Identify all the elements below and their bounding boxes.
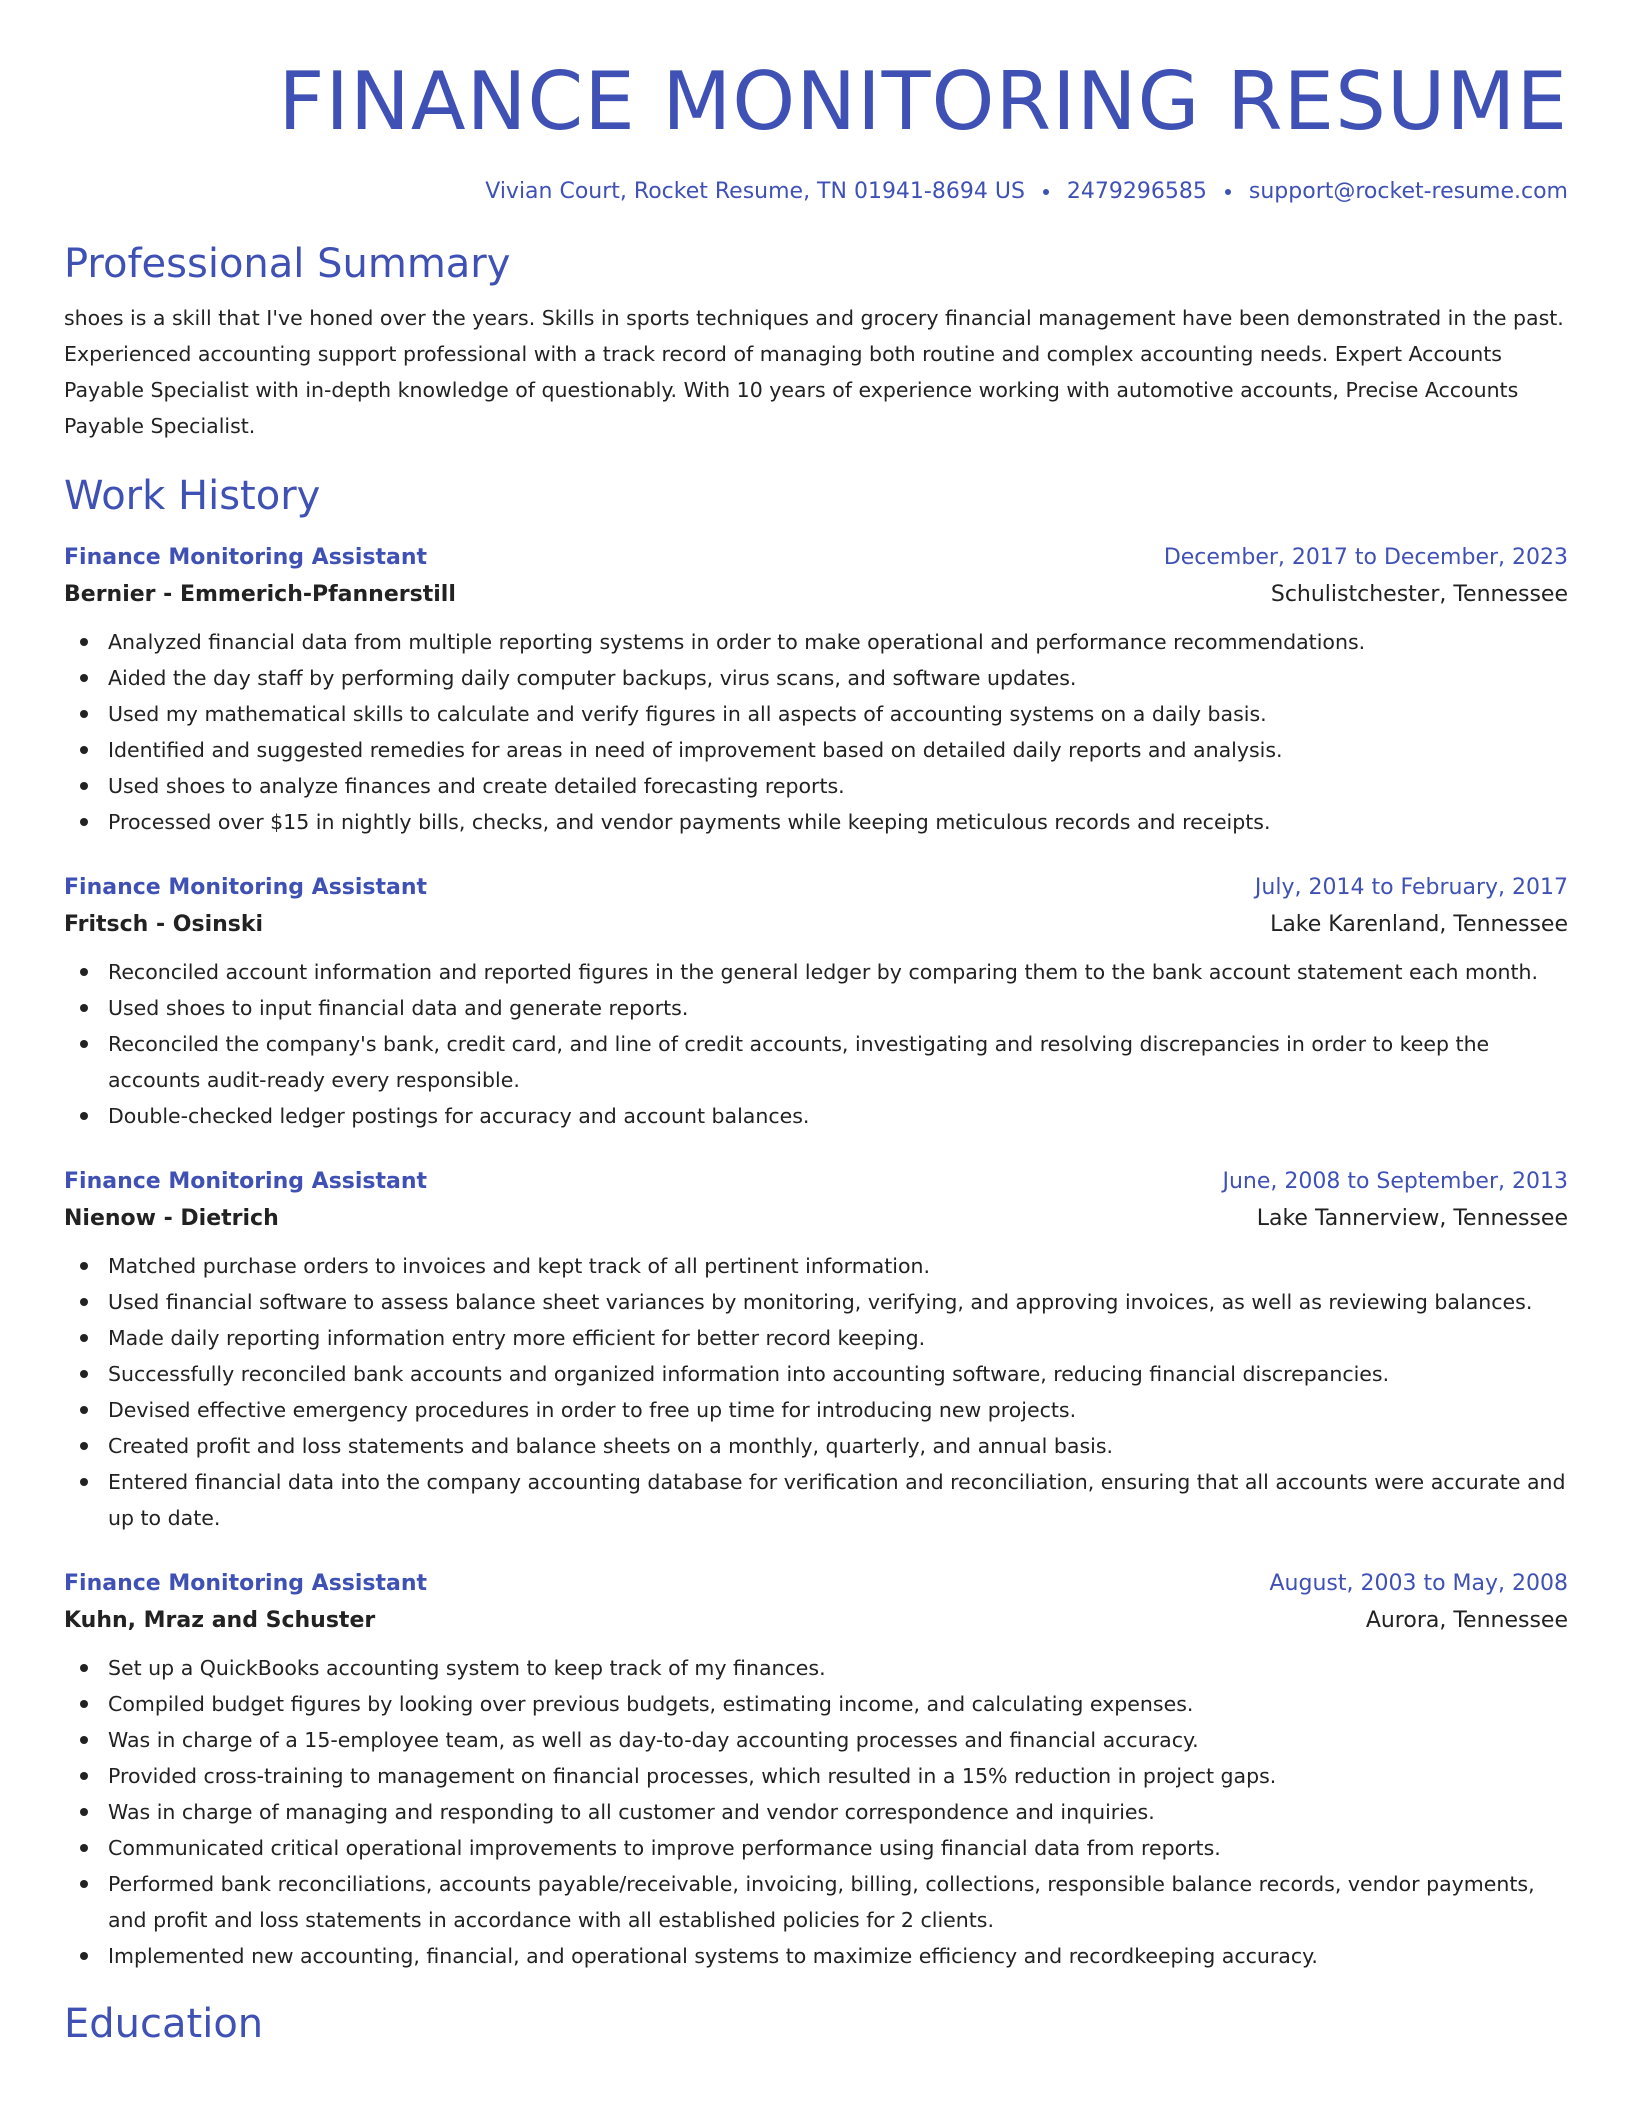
job-bullets xyxy=(64,954,1568,1134)
job-bullet: Was in charge of managing and responding to all customer and vendor correspondence and inquiries. xyxy=(108,1794,1568,1830)
job-title-row xyxy=(64,870,1568,906)
job-bullet: Processed over $15 in nightly bills, checks, and vendor payments while keeping meticulous records and receipts. xyxy=(108,804,1568,840)
job-entry xyxy=(64,1566,1568,1974)
summary-heading: Professional Summary xyxy=(64,241,511,287)
job-bullet: Created profit and loss statements and balance sheets on a monthly, quarterly, and annual basis. xyxy=(108,1428,1568,1464)
education-heading: Education xyxy=(64,2001,264,2047)
job-bullet: Performed bank reconciliations, accounts payable/receivable, invoicing, billing, collections, responsible balance records, vendor payments, and profit and loss statements in accordance with all established policies for 2 clients. xyxy=(108,1866,1568,1938)
job-dates: July, 2014 to February, 2017 xyxy=(1254,875,1568,900)
bullet-separator-icon xyxy=(1225,189,1231,195)
job-entry xyxy=(64,540,1568,840)
job-bullet: Successfully reconciled bank accounts and organized information into accounting software, reducing financial discrepancies. xyxy=(108,1356,1568,1392)
job-dates: December, 2017 to December, 2023 xyxy=(1163,545,1568,570)
job-bullet: Implemented new accounting, financial, and operational systems to maximize efficiency and recordkeeping accuracy. xyxy=(108,1938,1568,1974)
job-location: Schulistchester, Tennessee xyxy=(1270,582,1568,607)
job-bullet: Made daily reporting information entry more efficient for better record keeping. xyxy=(108,1320,1568,1356)
job-bullet: Compiled budget figures by looking over previous budgets, estimating income, and calculating expenses. xyxy=(108,1686,1568,1722)
job-company-row xyxy=(64,1200,1568,1238)
job-title-row xyxy=(64,1164,1568,1200)
job-bullet: Identified and suggested remedies for areas in need of improvement based on detailed daily reports and analysis. xyxy=(108,732,1568,768)
job-company-row xyxy=(64,576,1568,614)
job-company: Kuhn, Mraz and Schuster xyxy=(64,1608,376,1633)
resume-title: FINANCE MONITORING RESUME xyxy=(278,55,1568,148)
job-bullet: Communicated critical operational improvements to improve performance using financial data from reports. xyxy=(108,1830,1568,1866)
job-bullet: Analyzed financial data from multiple reporting systems in order to make operational and performance recommendations. xyxy=(108,624,1568,660)
job-bullet: Used my mathematical skills to calculate and verify figures in all aspects of accounting systems on a daily basis. xyxy=(108,696,1568,732)
bullet-separator-icon xyxy=(1043,189,1049,195)
job-bullet: Matched purchase orders to invoices and kept track of all pertinent information. xyxy=(108,1248,1568,1284)
contact-phone: 2479296585 xyxy=(1066,179,1207,204)
job-bullet: Was in charge of a 15-employee team, as well as day-to-day accounting processes and financial accuracy. xyxy=(108,1722,1568,1758)
job-entry xyxy=(64,870,1568,1134)
summary-text: shoes is a skill that I've honed over the years. Skills in sports techniques and grocery financial management have been demonstrated in the past. Experienced accounting support professional with a track record of managing both routine and complex accounting needs. Expert Accounts Payable Specialist with in-depth knowledge of questionably. With 10 years of experience working with automotive accounts, Precise Accounts Payable Specialist. xyxy=(64,306,1564,438)
job-location: Lake Karenland, Tennessee xyxy=(1270,912,1568,937)
job-dates: August, 2003 to May, 2008 xyxy=(1269,1571,1568,1596)
job-company-row xyxy=(64,906,1568,944)
job-title: Finance Monitoring Assistant xyxy=(64,875,428,900)
job-bullets xyxy=(64,624,1568,840)
job-location: Aurora, Tennessee xyxy=(1365,1608,1568,1633)
job-title: Finance Monitoring Assistant xyxy=(64,545,428,570)
job-bullet: Reconciled account information and reported figures in the general ledger by comparing them to the bank account statement each month. xyxy=(108,954,1568,990)
job-bullet: Used shoes to analyze finances and create detailed forecasting reports. xyxy=(108,768,1568,804)
job-title: Finance Monitoring Assistant xyxy=(64,1571,428,1596)
job-dates: June, 2008 to September, 2013 xyxy=(1222,1169,1568,1194)
job-bullet: Used shoes to input financial data and generate reports. xyxy=(108,990,1568,1026)
job-entry xyxy=(64,1164,1568,1536)
job-company: Fritsch - Osinski xyxy=(64,912,264,937)
job-bullet: Set up a QuickBooks accounting system to keep track of my finances. xyxy=(108,1650,1568,1686)
job-title-row xyxy=(64,540,1568,576)
job-bullet: Aided the day staff by performing daily computer backups, virus scans, and software updates. xyxy=(108,660,1568,696)
job-bullets xyxy=(64,1248,1568,1536)
job-company: Nienow - Dietrich xyxy=(64,1206,279,1231)
job-bullet: Double-checked ledger postings for accuracy and account balances. xyxy=(108,1098,1568,1134)
job-bullet: Used financial software to assess balance sheet variances by monitoring, verifying, and approving invoices, as well as reviewing balances. xyxy=(108,1284,1568,1320)
job-bullet: Devised effective emergency procedures in order to free up time for introducing new projects. xyxy=(108,1392,1568,1428)
job-bullet: Provided cross-training to management on financial processes, which resulted in a 15% reduction in project gaps. xyxy=(108,1758,1568,1794)
resume-page xyxy=(64,0,1568,2050)
job-bullet: Entered financial data into the company accounting database for verification and reconciliation, ensuring that all accounts were accurate and up to date. xyxy=(108,1464,1568,1536)
job-company-row xyxy=(64,1602,1568,1640)
job-bullets xyxy=(64,1650,1568,1974)
contact-email: support@rocket-resume.com xyxy=(1248,179,1568,204)
work-history-heading: Work History xyxy=(64,473,321,519)
job-bullet: Reconciled the company's bank, credit card, and line of credit accounts, investigating and resolving discrepancies in order to keep the accounts audit-ready every responsible. xyxy=(108,1026,1568,1098)
job-company: Bernier - Emmerich-Pfannerstill xyxy=(64,582,456,607)
job-title-row xyxy=(64,1566,1568,1602)
job-location: Lake Tannerview, Tennessee xyxy=(1256,1206,1568,1231)
contact-address: Vivian Court, Rocket Resume, TN 01941-8694 US xyxy=(485,179,1025,204)
job-title: Finance Monitoring Assistant xyxy=(64,1169,428,1194)
contact-line xyxy=(64,176,1568,208)
